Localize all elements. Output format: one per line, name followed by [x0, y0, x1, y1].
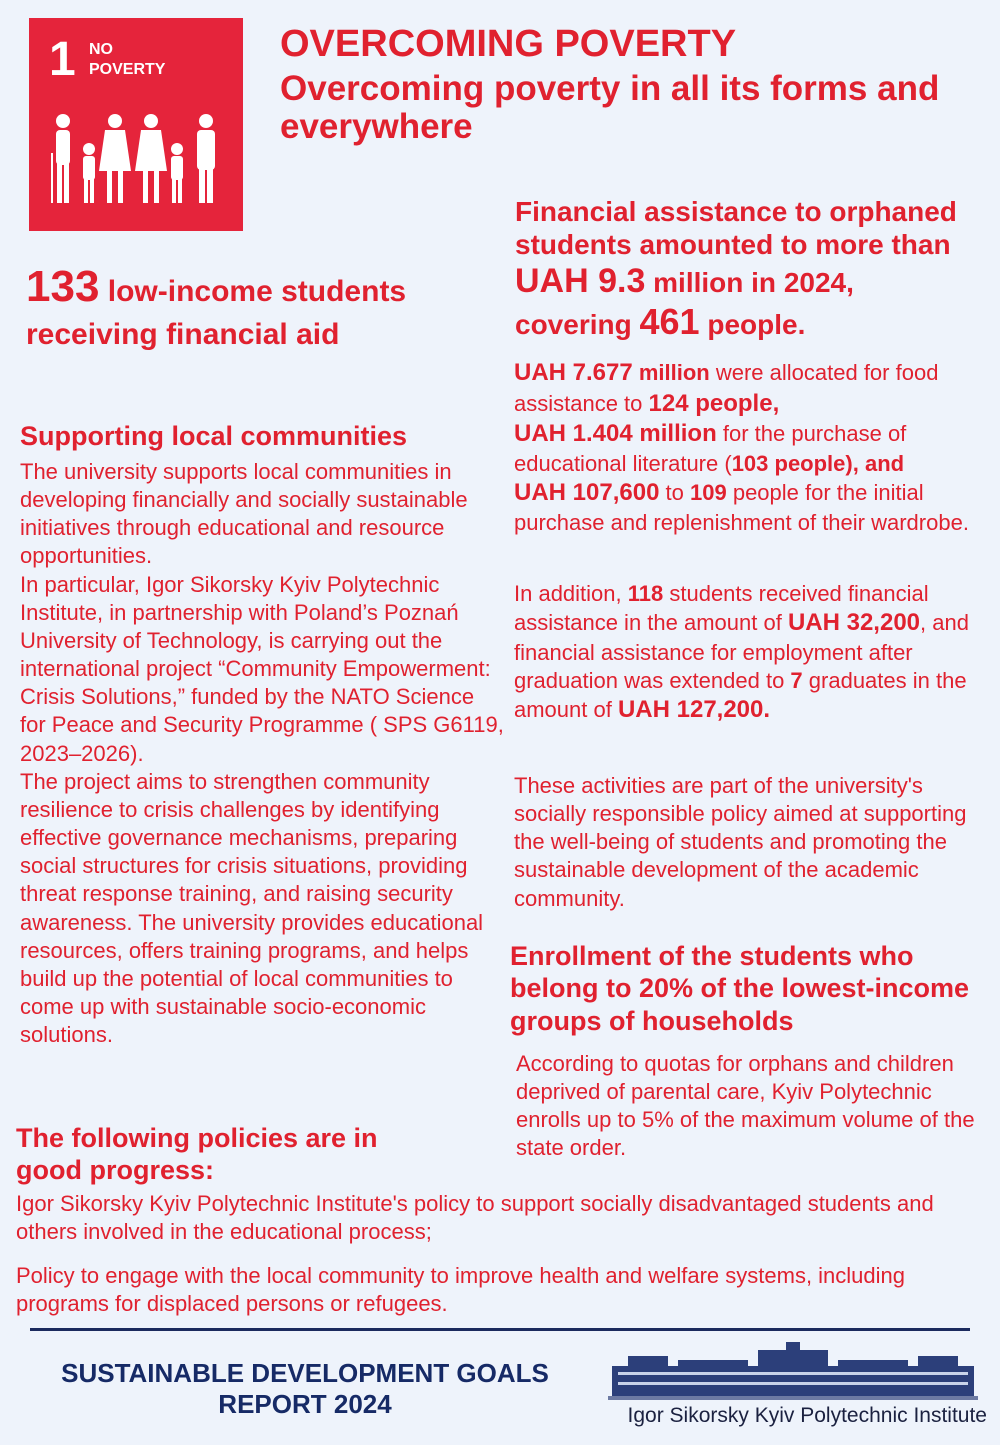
enrollment-body: According to quotas for orphans and children deprived of parental care, Kyiv Polytechnic enrolls up to 5% of the maximum volume of the state order. — [516, 1051, 975, 1161]
alloc-a2-text: for the purchase of educational literature ( — [514, 421, 907, 477]
addition-count: 118 — [627, 581, 664, 606]
local-p1: The university supports local communities in developing financially and socially sustainable initiatives through educational and resource opportunities. — [20, 459, 468, 569]
addition-p1: In addition, — [514, 581, 628, 606]
institute-name: Igor Sikorsky Kyiv Polytechnic Institute — [627, 1404, 987, 1427]
aid-text2: receiving financial aid — [26, 318, 340, 352]
addition-p2: students received financial assistance in the amount of — [514, 581, 929, 636]
enrollment-heading: Enrollment of the students who belong to 20% of the lowest-income groups of households — [510, 941, 970, 1036]
aid-text1: low-income students — [99, 275, 407, 308]
alloc-a3-text: people for the initial purchase and replenishment of their wardrobe. — [514, 480, 969, 536]
university-building-icon — [608, 1340, 978, 1400]
addition-p4: graduates in the amount of — [514, 668, 967, 723]
page-subtitle: Overcoming poverty in all its forms and everywhere — [280, 69, 940, 146]
addition-amount1: UAH 32,200 — [787, 609, 921, 637]
addition-p3: , and financial assistance for employment after graduation was extended to — [514, 610, 969, 694]
report-title-line1: SUSTAINABLE DEVELOPMENT GOALS — [61, 1358, 549, 1388]
orphan-amount-prefix: UAH — [515, 262, 599, 301]
alloc-a1-people: 124 people, — [648, 389, 780, 417]
footer-divider — [30, 1328, 970, 1331]
alloc-a3-count: 109 — [690, 480, 727, 506]
alloc-a2-amount: UAH 1.404 million — [514, 420, 717, 448]
sdg-number: 1 — [49, 33, 76, 86]
alloc-a3-amount: UAH 107,600 — [514, 479, 660, 507]
orphan-amount-suffix: million in 2024, — [645, 267, 854, 299]
orphan-covering: covering — [515, 309, 640, 341]
orphan-line1: Financial assistance to orphaned students amounted to more than — [515, 196, 957, 261]
sdg-label-line1: NO — [89, 41, 113, 58]
sdg-label-line2: POVERTY — [89, 61, 166, 78]
activities-paragraph: These activities are part of the university's socially responsible policy aimed at supporting the well-being of students and promoting the sustainable development of the academic community. — [514, 773, 967, 911]
orphan-people-count: 461 — [639, 301, 700, 343]
addition-amount2: UAH 127,200. — [617, 696, 771, 724]
alloc-a1-unit: million — [632, 360, 710, 385]
local-p3: The project aims to strengthen community resilience to crisis challenges by identifying effective governance mechanisms, preparing social structures for crisis situations, providing threat response training, and raising security awareness. The university provides educational resources, offers training programs, and helps build up the potential of local communities to come up with sustainable socio-economic solutions. — [20, 768, 484, 1048]
aid-count: 133 — [26, 262, 100, 311]
report-title — [20, 1358, 590, 1420]
policy-item: Igor Sikorsky Kyiv Polytechnic Institute's policy to support socially disadvantaged students and others involved in the educational process; — [16, 1191, 934, 1245]
local-communities-body — [20, 458, 505, 1049]
additional-assistance — [514, 580, 994, 726]
orphan-amount: 9.3 — [598, 262, 646, 301]
sdg-label — [89, 40, 165, 80]
aid-summary — [26, 258, 496, 354]
allocation-details — [514, 358, 994, 537]
family-icon — [51, 113, 221, 208]
local-communities-heading: Supporting local communities — [20, 421, 408, 451]
orphan-people-suffix: people. — [699, 309, 806, 341]
alloc-a1-text: were allocated for food assistance to — [514, 360, 939, 416]
orphan-assistance-summary — [515, 195, 985, 344]
sdg-goal-tile — [29, 18, 243, 231]
addition-grads: 7 — [790, 668, 803, 694]
policies-heading: The following policies are in good progress: — [16, 1123, 378, 1186]
alloc-a2-people: 103 people), and — [731, 451, 905, 477]
alloc-a3-to: to — [659, 480, 690, 506]
policy-item: Policy to engage with the local community to improve health and welfare systems, including programs for displaced persons or refugees. — [16, 1263, 906, 1317]
report-title-line2: REPORT 2024 — [218, 1389, 392, 1420]
page-title: OVERCOMING POVERTY — [280, 23, 737, 65]
alloc-a1-amount: UAH 7.677 — [514, 359, 633, 386]
local-p2: In particular, Igor Sikorsky Kyiv Polytechnic Institute, in partnership with Poland’s Poznań University of Technology, is carrying out the international project “Community Empowerment: Crisis Solutions,” funded by the NATO Science for Peace and Security Programme ( SPS G6119, 2023–2026). — [20, 571, 504, 766]
